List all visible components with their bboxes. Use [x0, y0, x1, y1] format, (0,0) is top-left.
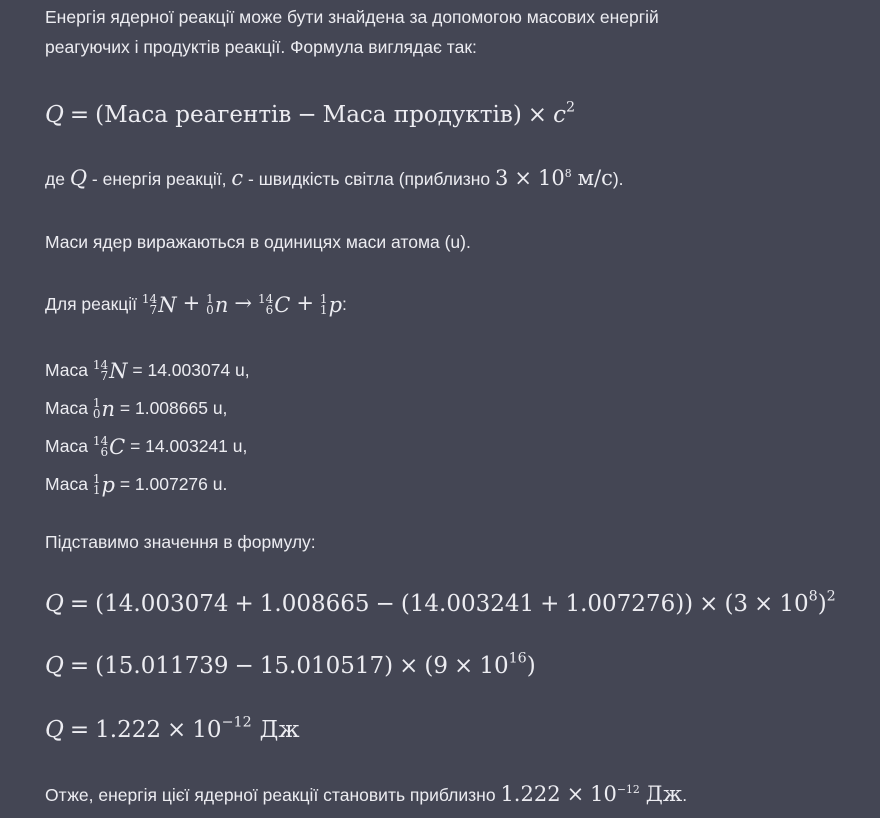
formula-q: Q	[45, 102, 64, 128]
formula-c: c	[553, 102, 566, 128]
where-times: ×	[514, 166, 533, 190]
where-post: ).	[612, 169, 624, 189]
equation-1: $Q = (14.003074 + 1.008665 - (14.003241 + 1.007276)) \times (3 \times 10^8)^2$	[45, 588, 836, 617]
reaction-suffix: :	[342, 294, 347, 314]
mass-line-proton: Маса 1 1 p = 1.007276 u.	[45, 472, 228, 497]
mass-line-carbon: Маса 14 6 C = 14.003241 u,	[45, 434, 248, 460]
where-paragraph	[45, 163, 624, 194]
formula-equals: =	[69, 102, 90, 128]
equation-3: $Q = 1.222 \times 10^{-12}$ Дж	[45, 714, 300, 743]
reaction-carbon: 14 6 C	[257, 292, 291, 318]
reaction-prefix: Для реакції	[45, 294, 142, 314]
conclusion-line: Отже, енергія цієї ядерної реакції становить приблизно $1.222 \times 10^{-12}$ Дж.	[45, 782, 688, 806]
reaction-neutron: 1 0 n	[206, 292, 229, 318]
mass-line-nitrogen: Маса 14 7 N = 14.003074 u,	[45, 358, 250, 384]
formula-minus: −	[297, 102, 317, 128]
equation-2: $Q = (15.011739 - 15.010517) \times (9 \times 10^{16})$	[45, 650, 536, 679]
units-note: Маси ядер виражаються в одиницях маси атома (u).	[45, 232, 471, 252]
formula-reactants: Маса реагентів	[104, 102, 292, 128]
intro-line-2: реагуючих і продуктів реакції. Формула виглядає так:	[45, 37, 477, 57]
intro-paragraph	[45, 2, 659, 62]
reaction-proton: 1 1 p	[319, 292, 343, 318]
formula-times: ×	[527, 102, 548, 128]
where-base: 10	[538, 166, 565, 190]
where-q: Q	[69, 166, 88, 190]
intro-line-1: Енергія ядерної реакції може бути знайдена за допомогою масових енергій	[45, 7, 659, 27]
substitute-line: Підставимо значення в формулу:	[45, 532, 316, 552]
where-pre: де	[45, 169, 70, 189]
where-exp: 8	[564, 167, 572, 181]
reaction-line	[45, 288, 347, 320]
where-c-desc: - швидкість світла (приблизно	[243, 169, 496, 189]
masses-list	[45, 352, 250, 504]
where-num: 3	[495, 166, 509, 190]
reaction-arrow: →	[234, 291, 252, 315]
reaction-plus-2: +	[296, 291, 314, 315]
where-unit: м/с	[577, 166, 613, 190]
formula-products: Маса продуктів	[322, 102, 513, 128]
where-q-desc: - енергія реакції,	[87, 169, 232, 189]
formula-close-paren: )	[512, 102, 522, 128]
mass-line-neutron: Маса 1 0 n = 1.008665 u,	[45, 396, 228, 422]
formula-power: 2	[565, 99, 576, 116]
reaction-nitrogen: 14 7 N	[141, 292, 177, 318]
formula-open-paren: (	[95, 102, 105, 128]
energy-formula	[45, 100, 575, 130]
where-c: c	[231, 166, 244, 190]
reaction-plus-1: +	[182, 291, 201, 315]
